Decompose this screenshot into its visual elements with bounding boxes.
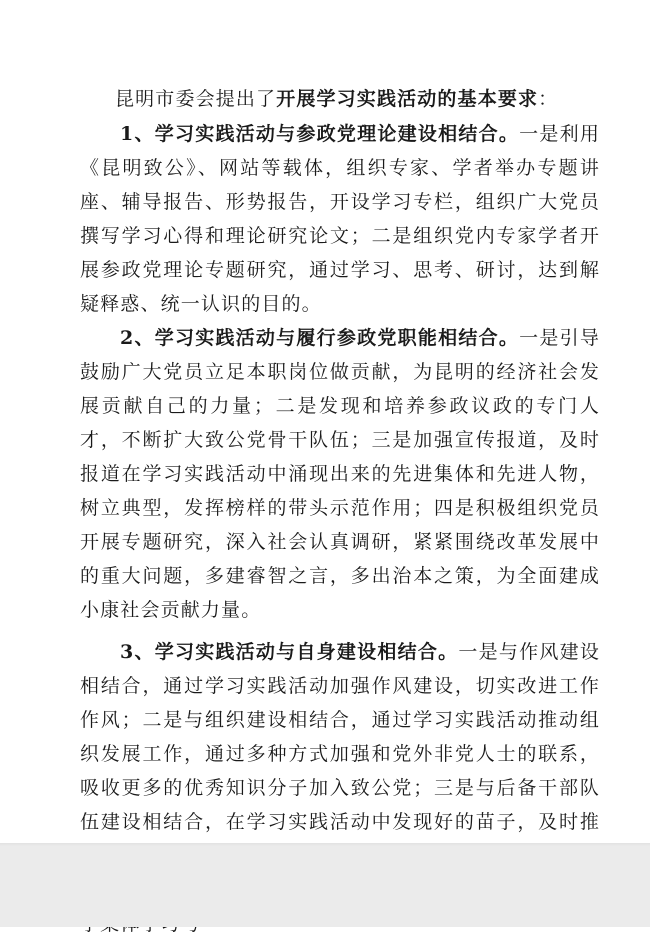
- item-2-heading: 2、学习实践活动与履行参政党职能相结合。: [120, 327, 520, 349]
- item-1-paragraph: [80, 117, 600, 321]
- item-2-body: 一是引导鼓励广大党员立足本职岗位做贡献，为昆明的经济社会发展贡献自己的力量；二是发现和培养参政议政的专门人才，不断扩大致公党骨干队伍；三是加强宣传报道，及时报道在学习实践活动中涌现出来的先进集体和先进人物，树立典型，发挥榜样的带头示范作用；四是积极组织党员开展专题研究，深入社会认真调研，紧紧围绕改革发展中的重大问题，多建睿智之言，多出治本之策，为全面建成小康社会贡献力量。: [80, 327, 600, 621]
- item-3-heading: 3、学习实践活动与自身建设相结合。: [120, 641, 459, 663]
- item-1-heading: 1、学习实践活动与参政党理论建设相结合。: [120, 123, 520, 145]
- document-text: [80, 82, 600, 941]
- intro-paragraph: [80, 82, 600, 116]
- intro-prefix: 昆明市委会提出了: [115, 88, 277, 110]
- intro-suffix: ：: [538, 88, 559, 110]
- scan-bottom-shadow: [0, 843, 650, 927]
- item-2-paragraph: [80, 321, 600, 627]
- item-1-body: 一是利用《昆明致公》、网站等载体，组织专家、学者举办专题讲座、辅导报告、形势报告，开设学习专栏，组织广大党员撰写学习心得和理论研究论文；二是组织党内专家学者开展参政党理论专题研究，通过学习、思考、研讨，达到解疑释惑、统一认识的目的。: [80, 123, 600, 315]
- item-3-body: 一是与作风建设相结合，通过学习实践活动加强作风建设，切实改进工作作风；二是与组织建设相结合，通过学习实践活动推动组织发展工作，通过多种方式加强和党外非党人士的联系，吸收更多的优秀知识分子加入致公党；三是与后备干部队伍建设相结合，在学习实践活动中发现好的苗子，及时推: [80, 641, 600, 833]
- intro-emphasis: 开展学习实践活动的基本要求: [276, 88, 539, 110]
